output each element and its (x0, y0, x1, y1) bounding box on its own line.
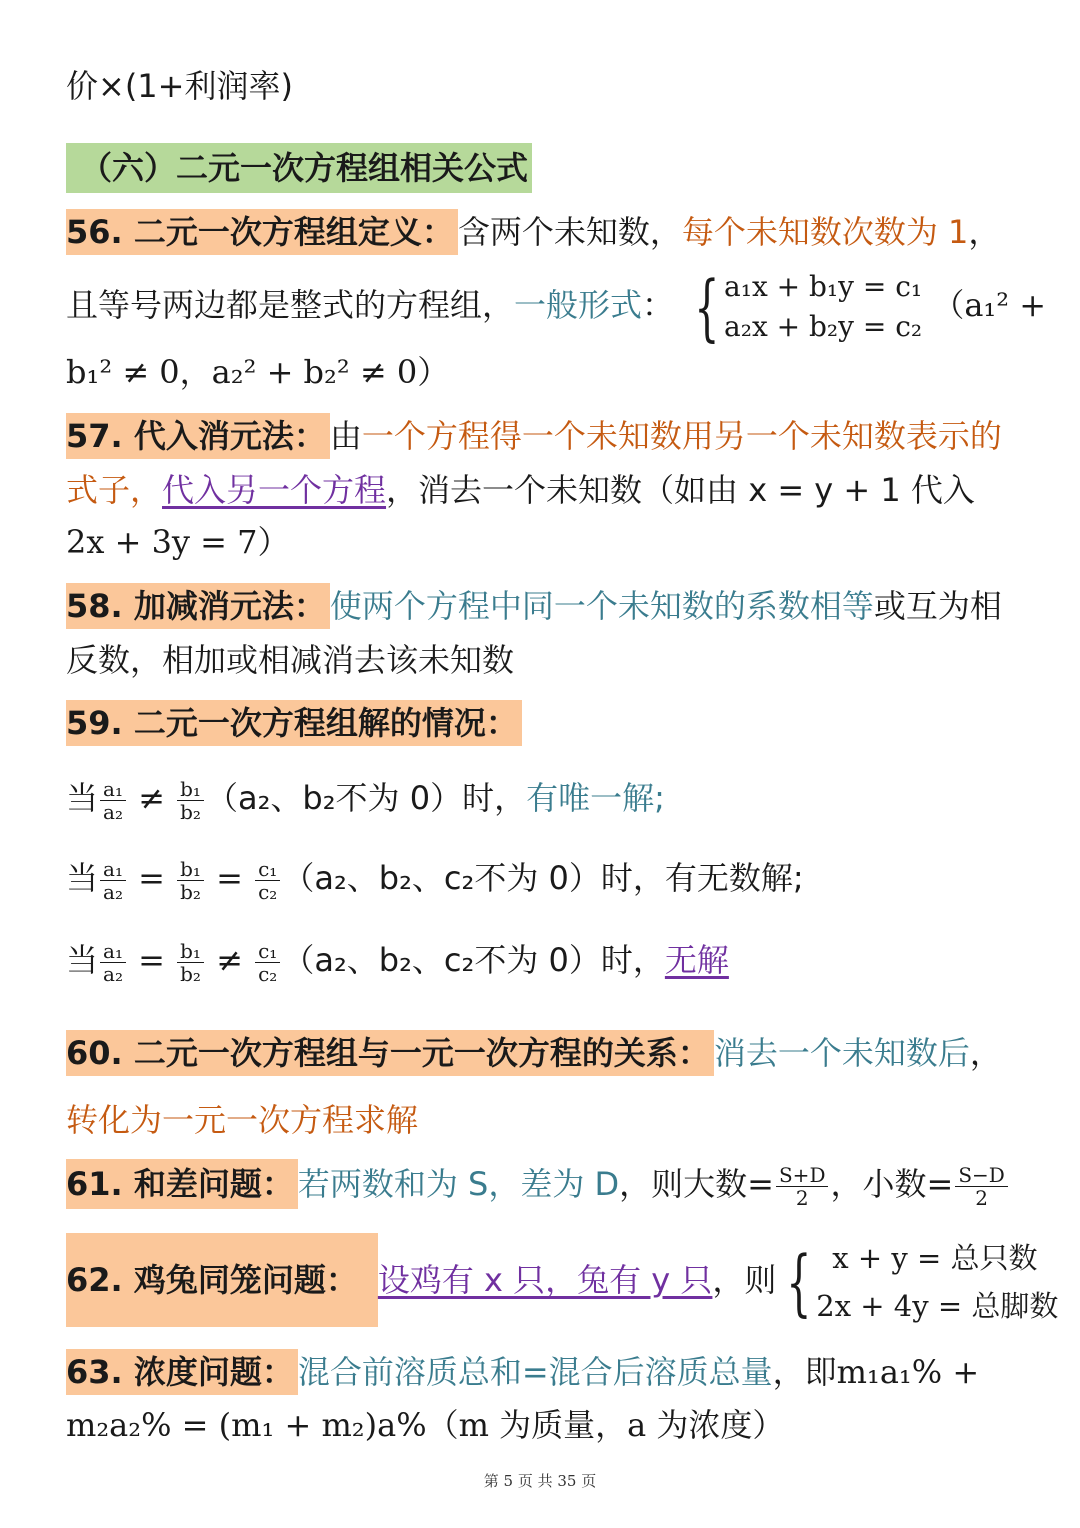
formula-56-line2: 且等号两边都是整式的方程组，一般形式： { a₁x + b₁y = c₁ a₂x + b₂y = c₂ （a₁² + (66, 265, 1047, 349)
fraction-b1-b2: $\frac{\text{b₁}}{\text{b₂}}$ (177, 858, 204, 903)
formula-58-label: 58. 加减消元法： (66, 583, 330, 629)
formula-59-label: 59. 二元一次方程组解的情况： (66, 700, 522, 746)
formula-63-line1: 63. 浓度问题： 混合前溶质总和=混合后溶质总量，即m₁a₁% + (66, 1352, 979, 1392)
formula-60-line2: 转化为一元一次方程求解 (66, 1101, 419, 1139)
formula-56-line1: 56. 二元一次方程组定义： 含两个未知数，每个未知数次数为 1， (66, 212, 1000, 252)
formula-61: 61. 和差问题： 若两数和为 S，差为 D，则大数= $\frac{S+D}{2}$ ，小数= $\frac{S-D}{2}$ (66, 1158, 1010, 1210)
formula-59-title (66, 703, 522, 743)
solution-case-infinite: 当 $\frac{\text{a₁}}{\text{a₂}}$ = $\frac{\text{b₁}}{\text{b₂}}$ = $\frac{\text{c₁}}{\text{c₂}}$ （a₂、b₂、c₂不为 0）时，有无数解; (66, 856, 804, 904)
section-title (66, 148, 532, 188)
formula-58-line2: 反数，相加或相减消去该未知数 (66, 641, 515, 679)
formula-60-line1: 60. 二元一次方程组与一元一次方程的关系： 消去一个未知数后， (66, 1033, 1002, 1073)
fraction-sum-half: $\frac{S+D}{2}$ (776, 1164, 829, 1209)
formula-57-label: 57. 代入消元法： (66, 413, 330, 459)
left-brace-icon: { (694, 265, 720, 349)
formula-57-line1: 57. 代入消元法： 由一个方程得一个未知数用另一个未知数表示的 (66, 416, 1002, 456)
fraction-b1-b2: $\frac{\text{b₁}}{\text{b₂}}$ (177, 940, 204, 985)
formula-57-line2: 式子，代入另一个方程，消去一个未知数（如由 x = y + 1 代入 (66, 471, 975, 509)
fraction-a1-a2: $\frac{\text{a₁}}{\text{a₂}}$ (100, 778, 126, 823)
fraction-a1-a2: $\frac{\text{a₁}}{\text{a₂}}$ (100, 858, 126, 903)
formula-56-line3: b₁² ≠ 0，a₂² + b₂² ≠ 0） (66, 353, 450, 391)
formula-57-line3: 2x + 3y = 7） (66, 523, 290, 561)
formula-63-label: 63. 浓度问题： (66, 1349, 298, 1395)
formula-60-label: 60. 二元一次方程组与一元一次方程的关系： (66, 1030, 714, 1076)
continued-formula: 价×(1+利润率) (66, 67, 293, 105)
formula-62-label: 62. 鸡兔同笼问题： (66, 1233, 378, 1327)
fraction-b1-b2: $\frac{\text{b₁}}{\text{b₂}}$ (177, 778, 204, 823)
formula-58-line1: 58. 加减消元法： 使两个方程中同一个未知数的系数相等或互为相 (66, 586, 1002, 626)
fraction-c1-c2: $\frac{\text{c₁}}{\text{c₂}}$ (255, 858, 280, 903)
formula-56-label: 56. 二元一次方程组定义： (66, 209, 458, 255)
solution-case-unique: 当 $\frac{\text{a₁}}{\text{a₂}}$ ≠ $\frac{\text{b₁}}{\text{b₂}}$ （a₂、b₂不为 0）时，有唯一解; (66, 776, 665, 824)
formula-61-label: 61. 和差问题： (66, 1159, 298, 1209)
fraction-c1-c2: $\frac{\text{c₁}}{\text{c₂}}$ (255, 940, 280, 985)
fraction-a1-a2: $\frac{\text{a₁}}{\text{a₂}}$ (100, 940, 126, 985)
left-brace-icon: { (786, 1240, 812, 1324)
formula-63-line2: m₂a₂% = (m₁ + m₂)a%（m 为质量，a 为浓度） (66, 1406, 785, 1444)
formula-62: 62. 鸡兔同笼问题： 设鸡有 x 只，兔有 y 只，则 { x + y = 总只数 2x + 4y = 总脚数 (66, 1232, 1058, 1330)
fraction-diff-half: $\frac{S-D}{2}$ (955, 1164, 1008, 1209)
solution-case-none: 当 $\frac{\text{a₁}}{\text{a₂}}$ = $\frac{\text{b₁}}{\text{b₂}}$ ≠ $\frac{\text{c₁}}{\text{c₂}}$ （a₂、b₂、c₂不为 0）时，无解 (66, 938, 729, 986)
chicken-rabbit-system: { x + y = 总只数 2x + 4y = 总脚数 (786, 1240, 1059, 1324)
page-footer: 第 5 页 共 35 页 (483, 1472, 597, 1490)
section-title-text: （六）二元一次方程组相关公式 (66, 143, 532, 193)
general-form-system: { a₁x + b₁y = c₁ a₂x + b₂y = c₂ (694, 265, 923, 349)
